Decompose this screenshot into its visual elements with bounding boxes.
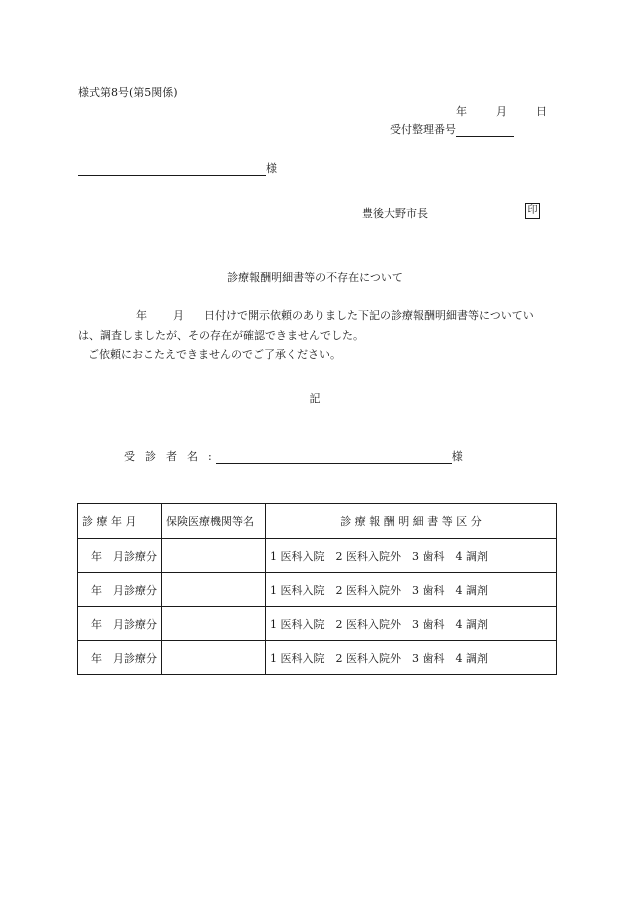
date-year: 年 (456, 105, 467, 118)
header-category: 診 療 報 酬 明 細 書 等 区 分 (266, 504, 557, 539)
table-row (78, 539, 557, 573)
date-month: 月 (496, 105, 507, 118)
body-line-2: は、調査しましたが、その存在が確認できませんでした。 (78, 329, 364, 342)
addressee-blank (78, 162, 266, 176)
table-row (78, 573, 557, 607)
document-title: 診療報酬明細書等の不存在について (227, 271, 403, 284)
table-header-row (78, 504, 557, 539)
cell-category: 1 医科入院 2 医科入院外 3 歯科 4 調剤 (266, 539, 557, 573)
cell-institution (162, 539, 266, 573)
date-line (456, 103, 547, 119)
addressee-suffix: 様 (266, 162, 277, 175)
patient-name-blank (216, 450, 452, 464)
claims-table (77, 503, 557, 675)
body-line-1-text: 日付けで開示依頼のありました下記の診療報酬明細書等についてい (204, 309, 534, 322)
cell-category: 1 医科入院 2 医科入院外 3 歯科 4 調剤 (266, 573, 557, 607)
table-row (78, 641, 557, 675)
header-treatment-month: 診 療 年 月 (78, 504, 162, 539)
cell-institution (162, 573, 266, 607)
cell-treatment-month: 年 月診療分 (78, 607, 162, 641)
issuer: 豊後大野市長 (362, 207, 428, 220)
body-line-3: ご依頼におこたえできませんのでご了承ください。 (88, 348, 341, 361)
header-institution: 保険医療機関等名 (162, 504, 266, 539)
form-number: 様式第8号(第5関係) (78, 86, 178, 99)
addressee (78, 160, 277, 176)
patient-label: 受診者名 (124, 450, 208, 463)
body-line-1 (78, 307, 534, 323)
cell-category: 1 医科入院 2 医科入院外 3 歯科 4 調剤 (266, 607, 557, 641)
ki-heading: 記 (309, 392, 321, 405)
reception-number-blank (456, 124, 514, 137)
body-month: 月 (173, 309, 184, 322)
cell-institution (162, 607, 266, 641)
cell-treatment-month: 年 月診療分 (78, 641, 162, 675)
cell-category: 1 医科入院 2 医科入院外 3 歯科 4 調剤 (266, 641, 557, 675)
reception-number (390, 121, 514, 137)
date-day: 日 (536, 105, 547, 118)
cell-treatment-month: 年 月診療分 (78, 573, 162, 607)
patient-colon: : (208, 450, 212, 463)
table-row (78, 607, 557, 641)
reception-label: 受付整理番号 (390, 123, 456, 136)
cell-treatment-month: 年 月診療分 (78, 539, 162, 573)
patient-name-line (124, 448, 463, 464)
patient-suffix: 様 (451, 450, 463, 463)
cell-institution (162, 641, 266, 675)
body-year: 年 (136, 309, 147, 322)
seal-mark: 印 (525, 203, 540, 219)
